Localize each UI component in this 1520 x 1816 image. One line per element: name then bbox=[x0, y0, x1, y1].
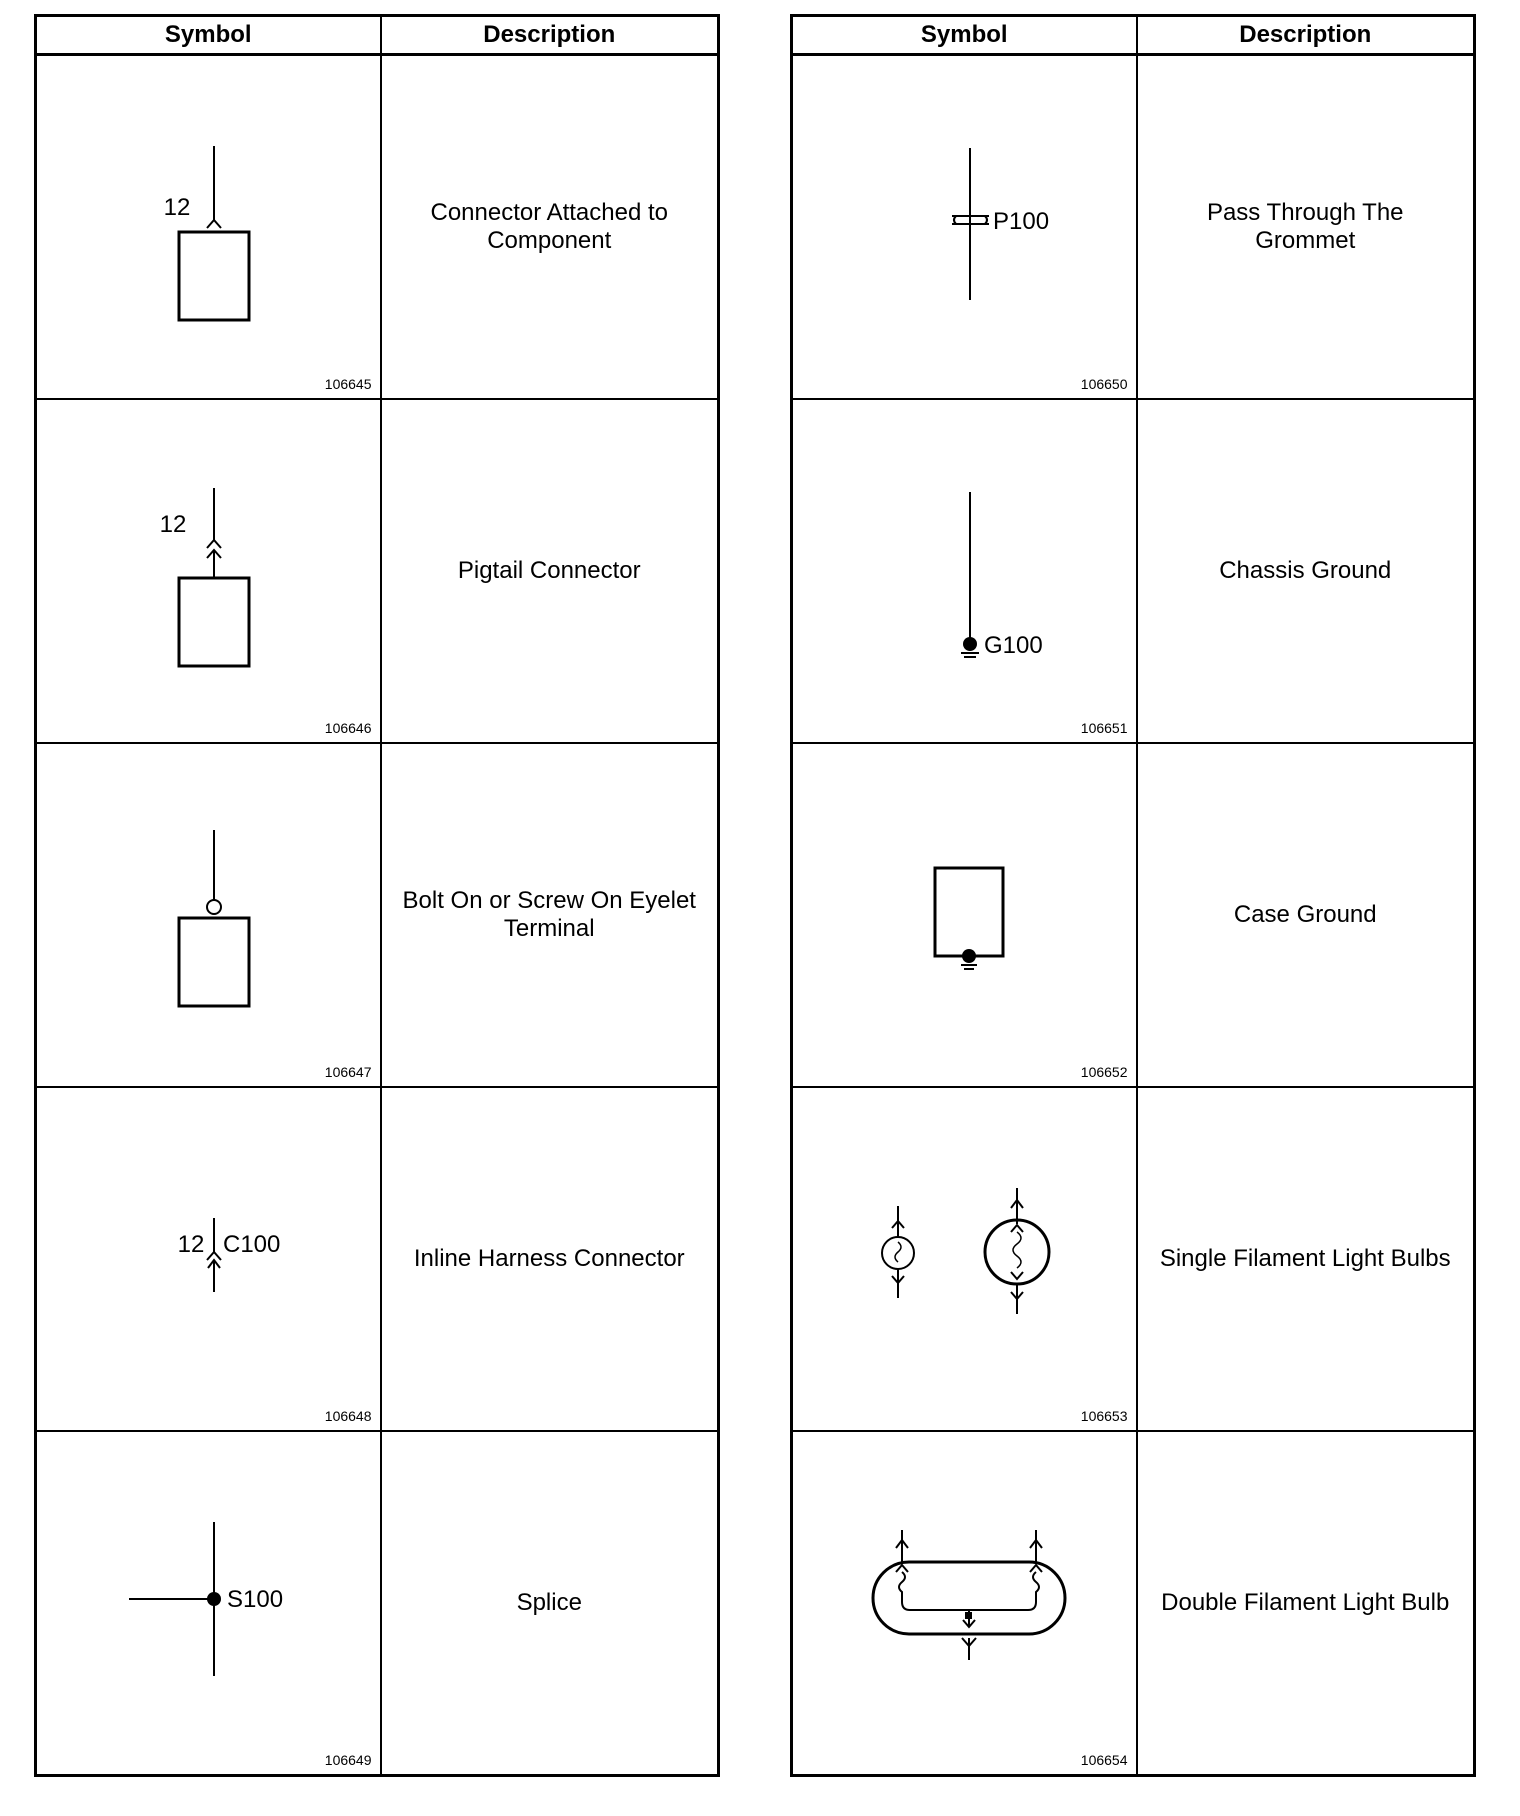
symbol-cell bbox=[792, 1431, 1137, 1776]
description-cell: Double Filament Light Bulb bbox=[1137, 1431, 1475, 1776]
figure-code: 106654 bbox=[1080, 1752, 1128, 1768]
description-cell: Chassis Ground bbox=[1137, 399, 1475, 743]
description-cell: Case Ground bbox=[1137, 743, 1475, 1087]
table-row bbox=[36, 55, 719, 400]
symbol-header: Symbol bbox=[36, 16, 381, 55]
symbol-cell bbox=[36, 55, 381, 400]
description-cell: Pass Through The Grommet bbox=[1137, 55, 1475, 400]
figure-code: 106645 bbox=[324, 376, 372, 392]
description-header: Description bbox=[381, 16, 719, 55]
symbol-cell bbox=[36, 743, 381, 1087]
grommet-icon bbox=[793, 56, 1138, 398]
case-ground-icon bbox=[793, 744, 1138, 1086]
eyelet-terminal-icon bbox=[37, 744, 382, 1086]
connector-pin-label: 12 bbox=[177, 1231, 205, 1258]
figure-code: 106647 bbox=[324, 1064, 372, 1080]
header-row bbox=[36, 16, 719, 55]
figure-code: 106649 bbox=[324, 1752, 372, 1768]
table-row bbox=[792, 1087, 1475, 1431]
splice-icon bbox=[37, 1432, 382, 1774]
connector-pin-label: 12 bbox=[163, 194, 191, 221]
table-row bbox=[792, 399, 1475, 743]
chassis-ground-icon bbox=[793, 400, 1138, 742]
grommet-id-label: P100 bbox=[993, 208, 1050, 235]
figure-code: 106650 bbox=[1080, 376, 1128, 392]
figure-code: 106653 bbox=[1080, 1408, 1128, 1424]
single-filament-bulbs-icon bbox=[793, 1088, 1138, 1430]
figure-code: 106646 bbox=[324, 720, 372, 736]
description-cell: Pigtail Connector bbox=[381, 399, 719, 743]
table-row bbox=[36, 1087, 719, 1431]
description-cell: Inline Harness Connector bbox=[381, 1087, 719, 1431]
table-row bbox=[36, 399, 719, 743]
pigtail-connector-icon bbox=[37, 400, 382, 742]
double-filament-bulb-icon bbox=[793, 1432, 1138, 1774]
splice-id-label: S100 bbox=[227, 1586, 284, 1613]
table-row bbox=[792, 743, 1475, 1087]
figure-code: 106651 bbox=[1080, 720, 1128, 736]
symbol-cell bbox=[792, 399, 1137, 743]
inline-harness-connector-icon bbox=[37, 1088, 382, 1430]
header-row bbox=[792, 16, 1475, 55]
connector-pin-label: 12 bbox=[159, 511, 187, 538]
description-cell: Connector Attached to Component bbox=[381, 55, 719, 400]
table-row bbox=[36, 1431, 719, 1776]
symbol-table-left bbox=[34, 14, 720, 1777]
table-row bbox=[36, 743, 719, 1087]
figure-code: 106648 bbox=[324, 1408, 372, 1424]
symbol-cell bbox=[36, 1087, 381, 1431]
symbol-cell bbox=[792, 743, 1137, 1087]
connector-id-label: C100 bbox=[223, 1231, 281, 1258]
figure-code: 106652 bbox=[1080, 1064, 1128, 1080]
symbol-table-right bbox=[790, 14, 1476, 1777]
symbol-cell bbox=[36, 1431, 381, 1776]
symbol-cell bbox=[36, 399, 381, 743]
table-row bbox=[792, 1431, 1475, 1776]
table-row bbox=[792, 55, 1475, 400]
description-cell: Bolt On or Screw On Eyelet Terminal bbox=[381, 743, 719, 1087]
symbol-header: Symbol bbox=[792, 16, 1137, 55]
description-header: Description bbox=[1137, 16, 1475, 55]
description-cell: Splice bbox=[381, 1431, 719, 1776]
ground-id-label: G100 bbox=[984, 632, 1043, 659]
description-cell: Single Filament Light Bulbs bbox=[1137, 1087, 1475, 1431]
symbol-cell bbox=[792, 1087, 1137, 1431]
symbol-cell bbox=[792, 55, 1137, 400]
connector-attached-icon bbox=[37, 56, 382, 398]
